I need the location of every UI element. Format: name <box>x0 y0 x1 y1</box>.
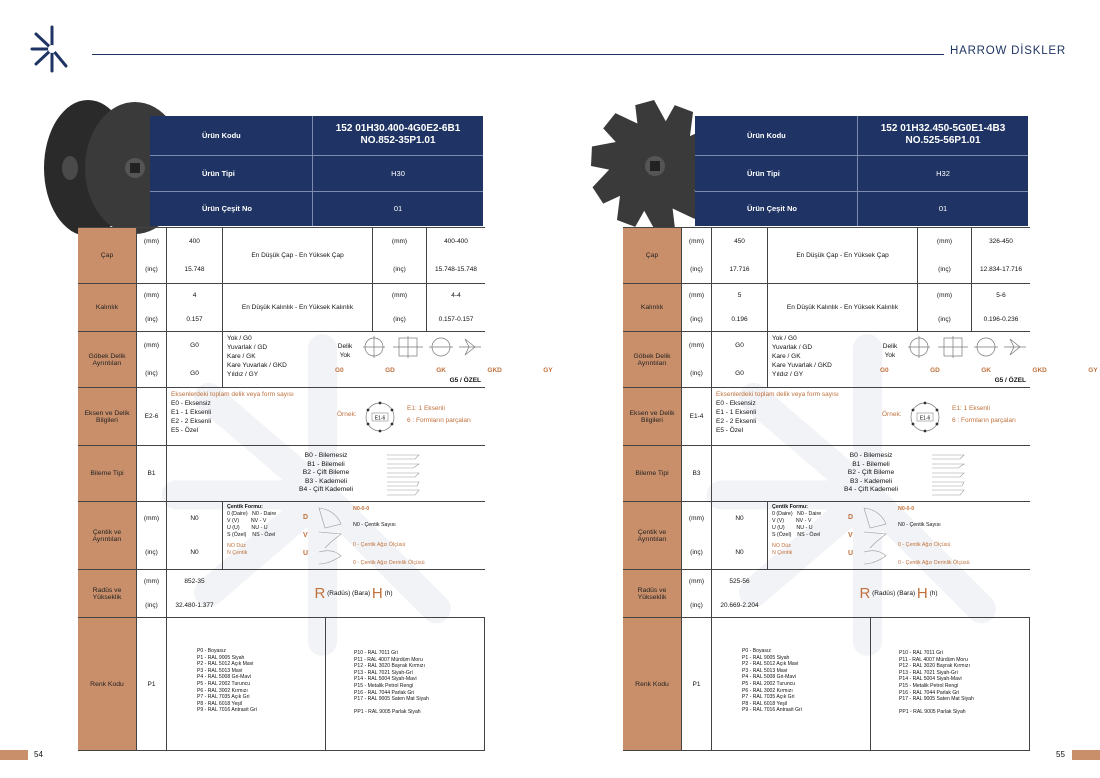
kal-inc: 0.157 <box>186 315 203 323</box>
bileme-options <box>711 446 1030 501</box>
color-item: P2 - RAL 5012 Açık Mavi <box>197 661 254 668</box>
unit-mm: (mm) <box>143 292 160 300</box>
gob-opt: Kare / GK <box>772 353 801 360</box>
label-cap: Çap <box>623 228 681 283</box>
kal-inc: 0.196 <box>731 315 748 323</box>
label-radius: Radüs ve Yükseklik <box>78 570 136 617</box>
unit-inc: (inç) <box>145 315 158 323</box>
color-item: P4 - RAL 5008 Gri-Mavi <box>742 674 796 681</box>
centik-v: V <box>848 532 853 539</box>
radius-mm: 525-56 <box>729 578 750 586</box>
gob-opt: Kare / GK <box>227 353 256 360</box>
centik-u: U <box>303 550 309 557</box>
unit-mm: (mm) <box>143 515 160 523</box>
kal-range-mm: 4-4 <box>451 292 461 300</box>
gob-opt: Yok / G0 <box>227 335 252 342</box>
color-item: P8 - RAL 6018 Yeşil <box>742 700 788 707</box>
centik-d: D <box>303 514 309 521</box>
color-list-2 <box>870 618 1030 750</box>
color-item: PP1 - RAL 9005 Parlak Siyah <box>354 709 421 716</box>
label-kalinlik: Kalınlık <box>623 284 681 331</box>
product-variant: 01 <box>312 192 483 226</box>
centik-opt: V (V) NV - V <box>227 518 267 524</box>
centik-inc: N0 <box>190 548 199 556</box>
gob-codes: G0 GD GK GKD GY <box>335 367 553 374</box>
color-item: P17 - RAL 9005 Saten Mat Siyah <box>354 696 429 703</box>
color-item: P11 - RAL 4007 Mürdüm Moru <box>899 656 968 663</box>
color-item: P1 - RAL 9005 Siyah <box>197 654 245 661</box>
centik-agiz: 0 - Çentik Ağzı Ölçüsü <box>353 542 406 548</box>
units-kal2 <box>917 284 971 331</box>
cap-range-values <box>971 228 1030 283</box>
units-kal <box>681 284 711 331</box>
color-item: P5 - RAL 2002 Turuncu <box>742 680 796 687</box>
svg-text:E1-6: E1-6 <box>374 415 386 422</box>
centik-opt: 0 (Daire) N0 - Daire <box>227 511 277 517</box>
unit-mm: (mm) <box>688 515 705 523</box>
eksen-options <box>166 388 485 445</box>
product-code-line1: 152 01H30.400-4G0E2-6B1 <box>335 123 461 134</box>
kal-range-label: En Düşük Kalınlık - En Yüksek Kalınlık <box>222 284 372 331</box>
color-item: P11 - RAL 4007 Mürdüm Moru <box>354 656 423 663</box>
cap-range-mm: 326-450 <box>989 238 1013 246</box>
centik-mm: N0 <box>735 515 744 523</box>
centik-title: Çentik Formu: <box>772 504 808 510</box>
bileme-opt: B1 - Bilemeli <box>307 460 345 468</box>
unit-mm: (mm) <box>688 342 705 350</box>
label-renk: Renk Kodu <box>78 618 136 750</box>
gob-mm: G0 <box>735 342 744 350</box>
gob-opt: Kare Yuvarlak / GKD <box>227 362 287 369</box>
gob-opt: Yok / G0 <box>772 335 797 342</box>
gob-values <box>166 332 222 387</box>
color-item: P13 - RAL 7021 Siyah-Gri <box>354 669 413 676</box>
label-bileme: Bileme Tipi <box>78 446 136 501</box>
unit-mm: (mm) <box>391 292 408 300</box>
page-right <box>545 0 1100 778</box>
kal-values <box>711 284 767 331</box>
row-urun-cesit <box>150 192 483 226</box>
kal-range-values <box>971 284 1030 331</box>
centik-opt: U (U) NU - U <box>227 525 268 531</box>
cap-values <box>166 228 222 283</box>
gob-values <box>711 332 767 387</box>
unit-mm: (mm) <box>143 342 160 350</box>
bileme-profile-icon <box>930 452 966 496</box>
gob-delik: Delik Yok <box>882 343 898 359</box>
label-centik: Çentik ve Ayrıntıları <box>623 502 681 569</box>
row-gobek <box>78 331 553 387</box>
product-code <box>857 116 1028 155</box>
gobek-options <box>222 332 553 387</box>
centik-u: U <box>848 550 854 557</box>
cap-range-mm: 400-400 <box>444 238 468 246</box>
row-kalinlik <box>78 283 485 331</box>
label-urun-kodu: Ürün Kodu <box>747 131 786 140</box>
color-item: P15 - Metalik Petrol Rengi <box>899 682 959 689</box>
gob-inc: G0 <box>190 369 199 377</box>
radius-legend <box>222 570 485 617</box>
row-urun-kodu <box>150 116 483 156</box>
units-kal <box>136 284 166 331</box>
product-type: H32 <box>857 156 1028 191</box>
product-code-line1: 152 01H32.450-5G0E1-4B3 <box>880 123 1006 134</box>
units-kal2 <box>372 284 426 331</box>
units-centik <box>681 502 711 569</box>
centik-options <box>222 502 485 569</box>
eksen-note1: E1: 1 Eksenli <box>407 405 445 412</box>
row-urun-cesit <box>695 192 1028 226</box>
color-item: P12 - RAL 3020 Bayrak Kırmızı <box>354 663 425 670</box>
color-item: P1 - RAL 9005 Siyah <box>742 654 790 661</box>
eksen-note2: 6 : Formların parçaları <box>407 417 471 424</box>
centik-opt: U (U) NU - U <box>772 525 813 531</box>
label-gobek: Göbek Delik Ayrıntıları <box>78 332 136 387</box>
eksen-note1: E1: 1 Eksenli <box>952 405 990 412</box>
color-item: P17 - RAL 9005 Saten Mat Siyah <box>899 696 974 703</box>
kal-mm: 4 <box>192 292 197 300</box>
cap-range-label: En Düşük Çap - En Yüksek Çap <box>222 228 372 283</box>
radius-h: H <box>371 585 383 602</box>
unit-mm: (mm) <box>936 292 953 300</box>
unit-mm: (mm) <box>143 238 160 246</box>
centik-opt: N Çentik <box>772 550 793 556</box>
units-rad <box>136 570 166 617</box>
label-eksen: Eksen ve Delik Bilgileri <box>623 388 681 445</box>
radius-r: R <box>314 585 326 602</box>
eksen-opt: E0 - Eksensiz <box>716 400 756 407</box>
radius-mm: 852-35 <box>184 578 205 586</box>
label-urun-cesit: Ürün Çeşit No <box>202 204 253 213</box>
unit-mm: (mm) <box>936 238 953 246</box>
color-item: P0 - Boyasız <box>197 648 226 654</box>
row-eksen <box>623 387 1030 445</box>
product-code <box>312 116 483 155</box>
centik-opt: 0 (Daire) N0 - Daire <box>772 511 822 517</box>
cap-range-values <box>426 228 485 283</box>
color-item: P12 - RAL 3020 Bayrak Kırmızı <box>899 663 970 670</box>
centik-opt: NO Düz <box>772 543 791 549</box>
unit-inc: (inç) <box>393 315 406 323</box>
centik-opt: NO Düz <box>227 543 246 549</box>
product-type: H30 <box>312 156 483 191</box>
label-urun-tipi: Ürün Tipi <box>747 169 780 178</box>
color-item: P15 - Metalik Petrol Rengi <box>354 682 414 689</box>
product-header-table <box>695 116 1028 226</box>
color-item <box>354 703 484 710</box>
eksen-title: Eksenlerdeki toplam delik veya form sayısı <box>171 391 294 398</box>
bileme-opt: B0 - Bilemesiz <box>849 452 893 460</box>
units-cap2 <box>917 228 971 283</box>
gob-codes: G0 GD GK GKD GY <box>880 367 1098 374</box>
renk-value: P1 <box>136 618 166 750</box>
unit-inc: (inç) <box>393 265 406 273</box>
row-centik <box>623 501 1030 569</box>
eksen-value: E2-6 <box>136 388 166 445</box>
color-item: P7 - RAL 7035 Açık Gri <box>742 694 795 701</box>
units-cap2 <box>372 228 426 283</box>
cap-inc: 17.716 <box>729 265 750 273</box>
label-radius: Radüs ve Yükseklik <box>623 570 681 617</box>
product-header-table <box>150 116 483 226</box>
row-urun-tipi <box>695 156 1028 192</box>
color-item: P0 - Boyasız <box>742 648 771 654</box>
radius-legend <box>767 570 1030 617</box>
cap-values <box>711 228 767 283</box>
unit-inc: (inç) <box>690 265 703 273</box>
unit-mm: (mm) <box>688 292 705 300</box>
unit-mm: (mm) <box>688 238 705 246</box>
label-bileme: Bileme Tipi <box>623 446 681 501</box>
row-centik <box>78 501 485 569</box>
centik-d: D <box>848 514 854 521</box>
cap-range-inc: 15.748-15.748 <box>435 265 477 273</box>
centik-agiz: 0 - Çentik Ağzı Ölçüsü <box>898 542 951 548</box>
gob-opt: Yuvarlak / GD <box>772 344 813 351</box>
unit-inc: (inç) <box>145 548 158 556</box>
row-urun-kodu <box>695 116 1028 156</box>
color-item: P14 - RAL 5004 Siyah-Mavi <box>899 676 962 683</box>
color-item: P10 - RAL 7011 Gri <box>899 650 943 656</box>
notch-profile-icon <box>860 506 890 566</box>
radius-h-label: (h) <box>929 590 938 597</box>
kal-range-mm: 5-6 <box>996 292 1006 300</box>
product-variant: 01 <box>857 192 1028 226</box>
gob-gs: G5 / ÖZEL <box>994 377 1026 384</box>
gob-mm: G0 <box>190 342 199 350</box>
row-radius <box>623 569 1030 617</box>
color-item: PP1 - RAL 9005 Parlak Siyah <box>899 709 966 716</box>
kal-range-inc: 0.196-0.236 <box>983 315 1019 323</box>
radius-values <box>711 570 767 617</box>
eksen-ornek: Örnek: <box>882 411 902 418</box>
eksen-opt: E2 - 2 Eksenli <box>716 418 757 425</box>
eksen-opt: E1 - 1 Eksenli <box>171 409 212 416</box>
centik-title: Çentik Formu: <box>227 504 263 510</box>
eksen-opt: E5 - Özel <box>716 427 744 434</box>
eksen-example-icon <box>908 400 942 434</box>
eksen-note2: 6 : Formların parçaları <box>952 417 1016 424</box>
centik-derinlik: 0 - Çentik Ağzı Derinlik Ölçüsü <box>353 560 425 566</box>
centik-n00: N0-0-0 <box>353 506 370 512</box>
centik-say: N0 - Çentik Sayısı <box>898 522 941 528</box>
row-radius <box>78 569 485 617</box>
centik-derinlik: 0 - Çentik Ağzı Derinlik Ölçüsü <box>898 560 970 566</box>
centik-opt: N Çentik <box>227 550 248 556</box>
unit-inc: (inç) <box>145 265 158 273</box>
kal-mm: 5 <box>737 292 742 300</box>
bileme-options <box>166 446 485 501</box>
eksen-opt: E1 - 1 Eksenli <box>716 409 757 416</box>
radius-r-label: (Radüs) (Bara) <box>327 590 371 597</box>
product-code-line2: NO.852-35P1.01 <box>360 135 436 146</box>
color-item: P9 - RAL 7016 Antrasit Gri <box>197 707 257 714</box>
row-bileme <box>78 445 485 501</box>
color-item: P3 - RAL 5013 Mavi <box>197 667 243 674</box>
hub-shapes-icon <box>908 336 1026 358</box>
eksen-ornek: Örnek: <box>337 411 357 418</box>
units-cap <box>681 228 711 283</box>
cap-inc: 15.748 <box>184 265 205 273</box>
color-list-1 <box>711 618 870 750</box>
centik-values <box>166 502 222 569</box>
color-item: P10 - RAL 7011 Gri <box>354 650 398 656</box>
cap-range-label: En Düşük Çap - En Yüksek Çap <box>767 228 917 283</box>
notch-profile-icon <box>315 506 345 566</box>
unit-inc: (inç) <box>938 315 951 323</box>
renk-value: P1 <box>681 618 711 750</box>
eksen-opt: E0 - Eksensiz <box>171 400 211 407</box>
centik-opt: V (V) NV - V <box>772 518 812 524</box>
cap-mm: 450 <box>734 238 745 246</box>
gob-opt: Yuvarlak / GD <box>227 344 268 351</box>
units-rad <box>681 570 711 617</box>
color-item: P16 - RAL 7044 Parlak Gri <box>354 689 415 696</box>
color-item: P6 - RAL 3002 Kırmızı <box>197 687 248 694</box>
centik-inc: N0 <box>735 548 744 556</box>
color-item: P13 - RAL 7021 Siyah-Gri <box>899 669 958 676</box>
radius-h: H <box>916 585 928 602</box>
eksen-example-icon <box>363 400 397 434</box>
color-item: P7 - RAL 7035 Açık Gri <box>197 694 250 701</box>
color-list-1 <box>166 618 325 750</box>
hub-shapes-icon <box>363 336 481 358</box>
bileme-opt: B2 - Çift Bileme <box>847 469 895 477</box>
color-list-2 <box>325 618 485 750</box>
svg-text:E1-6: E1-6 <box>919 415 931 422</box>
row-renk <box>78 617 485 751</box>
gobek-options <box>767 332 1098 387</box>
page-number-left: 54 <box>34 750 43 759</box>
row-bileme <box>623 445 1030 501</box>
kal-range-values <box>426 284 485 331</box>
row-urun-tipi <box>150 156 483 192</box>
unit-mm: (mm) <box>391 238 408 246</box>
row-renk <box>623 617 1030 751</box>
bileme-opt: B1 - Bilemeli <box>852 460 890 468</box>
centik-say: N0 - Çentik Sayısı <box>353 522 396 528</box>
eksen-opt: E5 - Özel <box>171 427 199 434</box>
unit-inc: (inç) <box>690 369 703 377</box>
label-urun-cesit: Ürün Çeşit No <box>747 204 798 213</box>
label-urun-tipi: Ürün Tipi <box>202 169 235 178</box>
gob-gs: G5 / ÖZEL <box>449 377 481 384</box>
centik-options <box>767 502 1030 569</box>
color-item: P14 - RAL 5004 Siyah-Mavi <box>354 676 417 683</box>
row-kalinlik <box>623 283 1030 331</box>
row-cap <box>78 227 485 283</box>
radius-inc: 32.480-1.377 <box>175 601 214 609</box>
unit-mm: (mm) <box>143 578 160 586</box>
kal-values <box>166 284 222 331</box>
label-cap: Çap <box>78 228 136 283</box>
label-urun-kodu: Ürün Kodu <box>202 131 241 140</box>
eksen-options <box>711 388 1030 445</box>
unit-inc: (inç) <box>938 265 951 273</box>
bileme-profile-icon <box>385 452 421 496</box>
label-eksen: Eksen ve Delik Bilgileri <box>78 388 136 445</box>
gob-opt: Yıldız / GY <box>227 371 259 378</box>
radius-h-label: (h) <box>384 590 393 597</box>
label-kalinlik: Kalınlık <box>78 284 136 331</box>
centik-n00: N0-0-0 <box>898 506 915 512</box>
page-number-right: 55 <box>1056 750 1065 759</box>
kal-range-inc: 0.157-0.157 <box>438 315 474 323</box>
color-item: P16 - RAL 7044 Parlak Gri <box>899 689 960 696</box>
bileme-opt: B3 - Kademeli <box>849 477 892 485</box>
centik-v: V <box>303 532 308 539</box>
eksen-title: Eksenlerdeki toplam delik veya form sayısı <box>716 391 839 398</box>
centik-opt: S (Özel) NS - Özel <box>772 532 821 538</box>
row-cap <box>623 227 1030 283</box>
product-code-line2: NO.525-56P1.01 <box>905 135 981 146</box>
bileme-opt: B3 - Kademeli <box>304 477 347 485</box>
color-item: P3 - RAL 5013 Mavi <box>742 667 788 674</box>
kal-range-label: En Düşük Kalınlık - En Yüksek Kalınlık <box>767 284 917 331</box>
label-gobek: Göbek Delik Ayrıntıları <box>623 332 681 387</box>
unit-inc: (inç) <box>145 369 158 377</box>
centik-values <box>711 502 767 569</box>
color-item: P4 - RAL 5008 Gri-Mavi <box>197 674 251 681</box>
centik-opt: S (Özel) NS - Özel <box>227 532 276 538</box>
row-gobek <box>623 331 1098 387</box>
bileme-opt: B2 - Çift Bileme <box>302 469 350 477</box>
centik-mm: N0 <box>190 515 199 523</box>
bileme-opt: B4 - Çift Kademeli <box>299 486 353 494</box>
color-item: P9 - RAL 7016 Antrasit Gri <box>742 707 802 714</box>
unit-inc: (inç) <box>145 601 158 609</box>
gob-opt: Yıldız / GY <box>772 371 804 378</box>
units-centik <box>136 502 166 569</box>
color-item: P2 - RAL 5012 Açık Mavi <box>742 661 799 668</box>
color-item <box>899 703 1029 710</box>
bileme-opt: B0 - Bilemesiz <box>304 452 348 460</box>
bileme-value: B3 <box>681 446 711 501</box>
label-centik: Çentik ve Ayrıntıları <box>78 502 136 569</box>
units-gob <box>136 332 166 387</box>
color-item: P5 - RAL 2002 Turuncu <box>197 680 251 687</box>
cap-range-inc: 12.834-17.716 <box>980 265 1022 273</box>
bileme-value: B1 <box>136 446 166 501</box>
color-item: P8 - RAL 6018 Yeşil <box>197 700 243 707</box>
radius-r: R <box>859 585 871 602</box>
unit-mm: (mm) <box>688 578 705 586</box>
radius-r-label: (Radüs) (Bara) <box>872 590 916 597</box>
gob-inc: G0 <box>735 369 744 377</box>
unit-inc: (inç) <box>690 315 703 323</box>
unit-inc: (inç) <box>690 548 703 556</box>
radius-values <box>166 570 222 617</box>
color-item: P6 - RAL 3002 Kırmızı <box>742 687 793 694</box>
section-title: HARROW DİSKLER <box>950 45 1066 57</box>
bileme-opt: B4 - Çift Kademeli <box>844 486 898 494</box>
eksen-value: E1-4 <box>681 388 711 445</box>
unit-inc: (inç) <box>690 601 703 609</box>
eksen-opt: E2 - 2 Eksenli <box>171 418 212 425</box>
radius-inc: 20.669-2.204 <box>720 601 759 609</box>
units-cap <box>136 228 166 283</box>
label-renk: Renk Kodu <box>623 618 681 750</box>
cap-mm: 400 <box>189 238 200 246</box>
gob-delik: Delik Yok <box>337 343 353 359</box>
gob-opt: Kare Yuvarlak / GKD <box>772 362 832 369</box>
units-gob <box>681 332 711 387</box>
row-eksen <box>78 387 485 445</box>
